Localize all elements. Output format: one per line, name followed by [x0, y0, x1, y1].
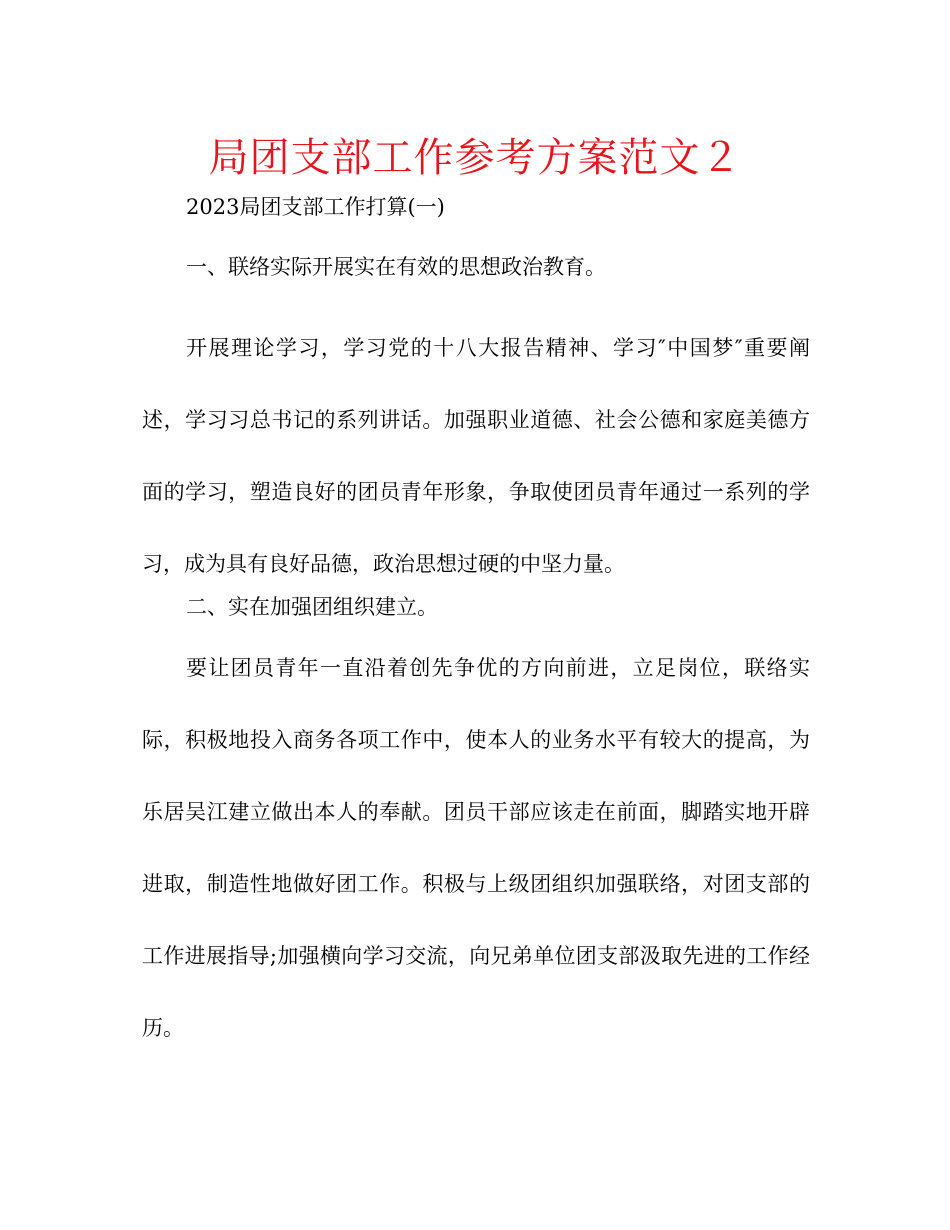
section-2-body: 要让团员青年一直沿着创先争优的方向前进，立足岗位，联络实际，积极地投入商务各项工作中，使本人的业务水平有较大的提高，为乐居吴江建立做出本人的奉献。团员干部应该走在前面，脚踏实地开辟进取，制造性地做好团工作。积极与上级团组织加强联络，对团支部的工作进展指导;加强横向学习交流，向兄弟单位团支部汲取先进的工作经历。	[142, 656, 810, 1040]
document-subtitle: 2023局团支部工作打算(一)	[186, 195, 445, 219]
section-1-body: 开展理论学习，学习党的十八大报告精神、学习″中国梦″重要阐述，学习习总书记的系列讲话。加强职业道德、社会公德和家庭美德方面的学习，塑造良好的团员青年形象，争取使团员青年通过一系列的学习，成为具有良好品德，政治思想过硬的中坚力量。	[142, 336, 810, 576]
section-1-heading: 一、联络实际开展实在有效的思想政治教育。	[186, 255, 606, 279]
section-2-heading: 二、实在加强团组织建立。	[186, 595, 438, 619]
document-title: 局团支部工作参考方案范文２	[208, 135, 742, 181]
